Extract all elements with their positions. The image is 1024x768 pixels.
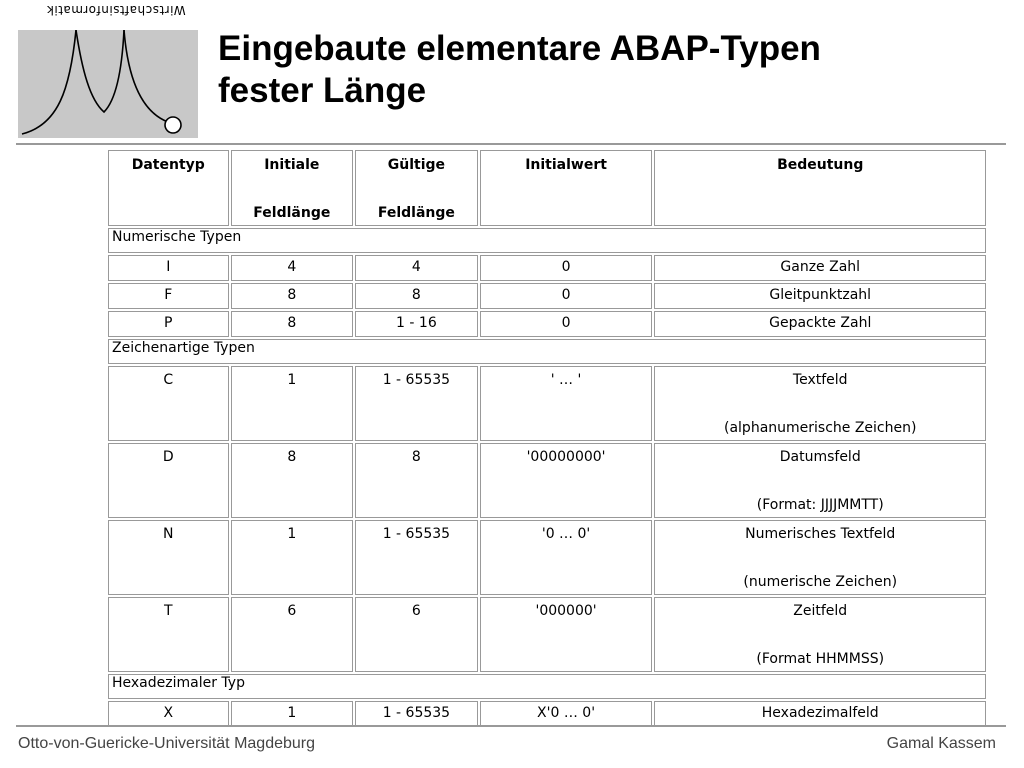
cell-init: 8 [231, 283, 354, 309]
cell-typ: T [108, 597, 229, 672]
cell-meaning: Gepackte Zahl [654, 311, 986, 337]
header-cell: Bedeutung [654, 150, 986, 226]
table-row [108, 311, 986, 337]
cell-init: 1 [231, 366, 354, 441]
table-row [108, 366, 986, 441]
logo [18, 0, 198, 140]
group-row [108, 674, 986, 699]
cell-meaning: Zeitfeld (Format HHMMSS) [654, 597, 986, 672]
table-row [108, 283, 986, 309]
header-cell: Gültige Feldlänge [355, 150, 478, 226]
table-row [108, 520, 986, 595]
cell-value: 0 [480, 283, 653, 309]
group-row [108, 228, 986, 253]
top-divider [16, 143, 1006, 145]
cell-meaning: Hexadezimalfeld [654, 701, 986, 727]
cell-valid: 1 - 65535 [355, 520, 478, 595]
cell-value: X'0 … 0' [480, 701, 653, 727]
cell-value: ' … ' [480, 366, 653, 441]
cell-meaning: Gleitpunktzahl [654, 283, 986, 309]
cell-init: 4 [231, 255, 354, 281]
cell-valid: 8 [355, 443, 478, 518]
group-label: Numerische Typen [108, 228, 986, 253]
cell-meaning: Numerisches Textfeld (numerische Zeichen) [654, 520, 986, 595]
cell-typ: I [108, 255, 229, 281]
cell-typ: N [108, 520, 229, 595]
header-cell: Initiale Feldlänge [231, 150, 354, 226]
cell-typ: X [108, 701, 229, 727]
cell-init: 6 [231, 597, 354, 672]
types-table [106, 148, 988, 729]
cell-value: 0 [480, 311, 653, 337]
cell-valid: 8 [355, 283, 478, 309]
header-cell: Initialwert [480, 150, 653, 226]
footer-university: Otto-von-Guericke-Universität Magdeburg [18, 735, 316, 752]
cell-typ: F [108, 283, 229, 309]
footer-author: Gamal Kassem [886, 735, 996, 752]
bottom-divider [16, 725, 1006, 727]
cell-meaning: Ganze Zahl [654, 255, 986, 281]
cell-init: 8 [231, 443, 354, 518]
cell-valid: 1 - 16 [355, 311, 478, 337]
cell-typ: D [108, 443, 229, 518]
table-row [108, 597, 986, 672]
cell-valid: 1 - 65535 [355, 366, 478, 441]
table-row [108, 255, 986, 281]
cell-init: 1 [231, 520, 354, 595]
cell-meaning: Textfeld (alphanumerische Zeichen) [654, 366, 986, 441]
cell-valid: 1 - 65535 [355, 701, 478, 727]
page-title [218, 28, 978, 112]
header-cell: Datentyp [108, 150, 229, 226]
types-table-container [106, 148, 988, 722]
cell-typ: P [108, 311, 229, 337]
logo-text: Wirtschaftsinformatik [46, 3, 186, 17]
title-line-1: Eingebaute elementare ABAP-Typen [218, 29, 821, 68]
logo-curves-icon [18, 30, 198, 138]
table-row [108, 443, 986, 518]
title-line-2: fester Länge [218, 71, 427, 110]
group-label: Zeichenartige Typen [108, 339, 986, 364]
cell-valid: 6 [355, 597, 478, 672]
group-row [108, 339, 986, 364]
cell-value: '0 … 0' [480, 520, 653, 595]
cell-init: 1 [231, 701, 354, 727]
cell-value: '000000' [480, 597, 653, 672]
cell-value: '00000000' [480, 443, 653, 518]
cell-typ: C [108, 366, 229, 441]
cell-meaning: Datumsfeld (Format: JJJJMMTT) [654, 443, 986, 518]
table-row [108, 701, 986, 727]
header-row [108, 150, 986, 226]
cell-valid: 4 [355, 255, 478, 281]
cell-value: 0 [480, 255, 653, 281]
cell-init: 8 [231, 311, 354, 337]
group-label: Hexadezimaler Typ [108, 674, 986, 699]
